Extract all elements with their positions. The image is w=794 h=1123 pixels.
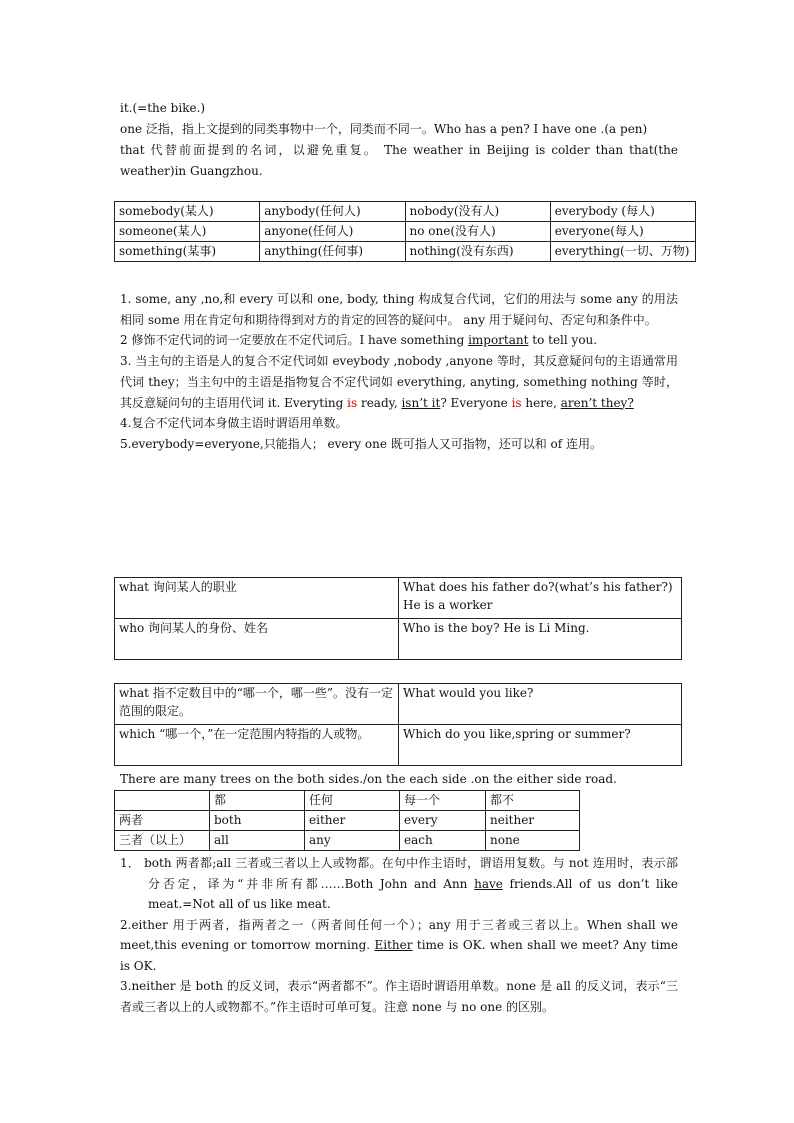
table-cell: 任何 [305,791,400,811]
table-cell: every [400,811,486,831]
table-cell: What does his father do?(what’s his father?) He is a worker [399,578,682,619]
what-who-table [114,577,682,660]
table-cell: none [486,831,580,851]
table-cell: anyone(任何人) [260,222,405,242]
intro-line-3: that 代替前面提到的名词，以避免重复。 The weather in Beijing is colder than that(the weather)in Guangzhou. [120,143,678,178]
rule-2 [120,330,678,351]
table-row [115,202,696,222]
table-cell: each [400,831,486,851]
table-cell: anybody(任何人) [260,202,405,222]
note-1-text: 1． both 两者都;all 三者或三者以上人或物都。在句中作主语时，谓语用复数。与 not 连用时，表示部分否定，译为“并非所有都……Both John and Ann [120,856,678,891]
table-cell: 两者 [115,811,210,831]
table-cell: anything(任何事) [260,242,405,262]
note-3: 3.neither 是 both 的反义词，表示“两者都不”。作主语时谓语用单数。none 是 all 的反义词，表示“三者或三者以上的人或物都不。”作主语时可单可复。注意 none 与 no one 的区别。 [120,979,678,1014]
note-2 [120,915,678,977]
table-cell: somebody(某人) [115,202,260,222]
table-cell: which “哪一个，”在一定范围内特指的人或物。 [115,725,399,766]
table-cell: everybody (每人) [550,202,695,222]
rule-3-text: ready, [357,395,402,410]
rule-3-text: ? Everyone [440,395,512,410]
table-cell: Which do you like,spring or summer? [399,725,682,766]
notes-section [120,853,678,1017]
rule-2-text-end: to tell you. [528,333,598,348]
note-2-text-end: time is OK. when shall we meet? Any time is OK. [120,938,678,973]
table-cell: everything(一切、万物) [550,242,695,262]
table-header-row [115,791,580,811]
rule-4: 4.复合不定代词本身做主语时谓语用单数。 [120,416,348,431]
both-either-table [114,790,580,851]
table-cell: no one(没有人) [405,222,550,242]
table-cell: What would you like? [399,684,682,725]
table-row [115,619,682,660]
what-which-table [114,683,682,766]
table-cell: 都 [210,791,305,811]
intro-line-1: it.(=the bike.) [120,101,206,115]
table-cell: 三者（以上） [115,831,210,851]
table-cell: all [210,831,305,851]
trees-note: There are many trees on the both sides./on the each side .on the either side road. [120,772,617,786]
rule-3-text: here, [521,395,561,410]
table-cell: 每一个 [400,791,486,811]
table-cell: any [305,831,400,851]
note-1 [120,853,678,915]
rule-3 [120,351,678,413]
highlighted-verb: is [511,395,522,410]
underlined-word: have [474,876,503,891]
intro-line-2: one 泛指，指上文提到的同类事物中一个，同类而不同一。Who has a pen? I have one .(a pen) [120,122,648,136]
rule-1: 1. some, any ,no,和 every 可以和 one, body, thing 构成复合代词，它们的用法与 some any 的用法相同 some 用在肯定句和期待得到对方的肯定的回答的疑问中。 any 用于疑问句、否定句和条件中。 [120,292,678,327]
table-cell: something(某事) [115,242,260,262]
note-1-text-end: friends.All of us don’t like meat.=Not all of us like meat. [148,876,678,911]
table-cell: someone(某人) [115,222,260,242]
table-cell: either [305,811,400,831]
table-cell: everyone(每人) [550,222,695,242]
intro-paragraph [120,98,678,182]
rule-2-text: 2 修饰不定代词的词一定要放在不定代词后。I have something [120,333,469,348]
underlined-word: important [468,333,529,348]
table-cell: who 询问某人的身份、姓名 [115,619,399,660]
rule-5: 5.everybody=everyone,只能指人； every one 既可指人又可指物，还可以和 of 连用。 [120,436,603,451]
table-cell [115,791,210,811]
table-cell: 都不 [486,791,580,811]
table-row [115,725,682,766]
table-cell: neither [486,811,580,831]
table-cell: nothing(没有东西) [405,242,550,262]
tag-question: aren’t they? [560,395,634,410]
table-row [115,242,696,262]
table-cell: nobody(没有人) [405,202,550,222]
table-row [115,684,682,725]
table-row [115,578,682,619]
rules-section [120,289,678,455]
table-cell: what 指不定数目中的“哪一个，哪一些”。没有一定范围的限定。 [115,684,399,725]
note-2-text: 2.either 用于两者，指两者之一（两者间任何一个）；any 用于三者或三者以上。When shall we meet,this evening or tomorrow morning. [120,917,678,952]
table-cell: Who is the boy? He is Li Ming. [399,619,682,660]
rule-3-text: 3. 当主句的主语是人的复合不定代词如 eveybody ,nobody ,anyone 等时，其反意疑问句的主语通常用代词 they；当主句中的主语是指物复合不定代词如 everything, anyting, something nothing 等时，其反意疑问句的主语用代词 it. Everyting [120,354,678,410]
table-row [115,831,580,851]
tag-question: isn’t it [401,395,441,410]
compound-pronoun-table [114,201,696,262]
table-cell: both [210,811,305,831]
highlighted-verb: is [347,395,358,410]
table-row [115,811,580,831]
table-row [115,222,696,242]
table-cell: what 询问某人的职业 [115,578,399,619]
underlined-word: Either [374,938,413,952]
